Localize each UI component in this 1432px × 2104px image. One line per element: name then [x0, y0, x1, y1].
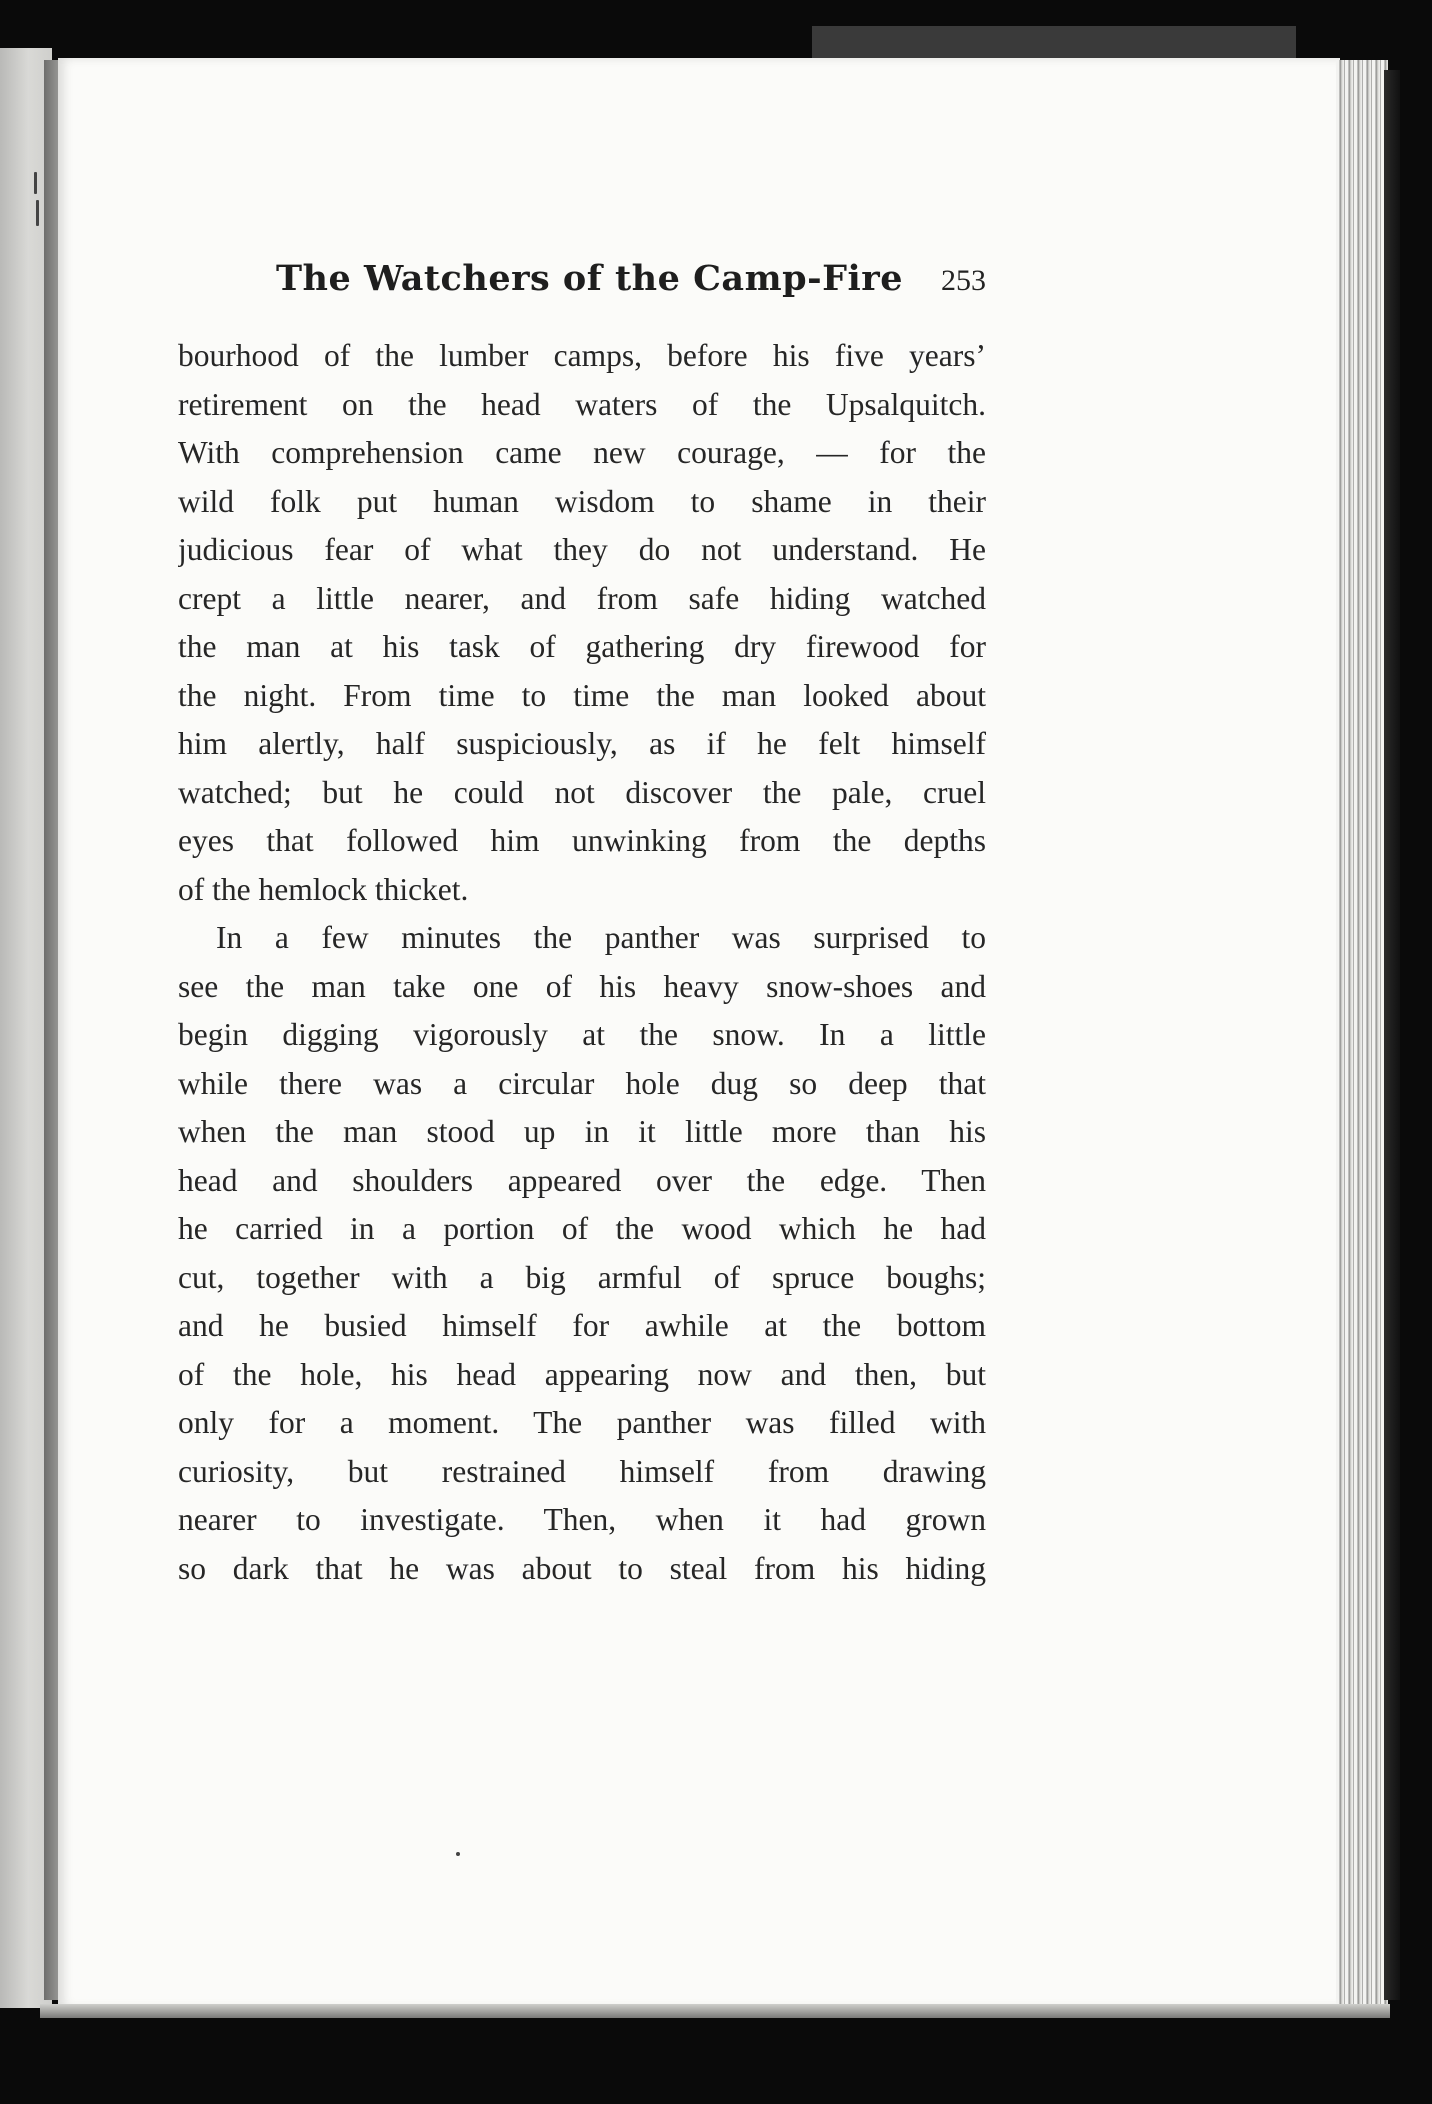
right-cover-edge: [1384, 70, 1400, 2000]
bottom-page-edge: [40, 2004, 1390, 2018]
text-line: curiosity, but restrained himself from drawing: [178, 1453, 986, 1489]
text-line: he carried in a portion of the wood which he had: [178, 1211, 986, 1246]
text-line: crept a little nearer, and from safe hiding watched: [178, 580, 986, 616]
text-line: head and shoulders appeared over the edge. Then: [178, 1162, 986, 1198]
text-line: cut, together with a big armful of spruce boughs;: [178, 1259, 986, 1295]
scan-speck: [456, 1852, 460, 1856]
text-line: watched; but he could not discover the pale, cruel: [178, 774, 986, 810]
text-line: of the hemlock thicket.: [178, 871, 469, 907]
text-line: nearer to investigate. Then, when it had grown: [178, 1502, 986, 1537]
text-line: bourhood of the lumber camps, before his five years’: [178, 338, 986, 373]
text-line: wild folk put human wisdom to shame in their: [178, 483, 986, 519]
text-line: see the man take one of his heavy snow-shoes and: [178, 968, 986, 1004]
text-line: while there was a circular hole dug so deep that: [178, 1065, 986, 1101]
text-line: the night. From time to time the man looked about: [178, 677, 986, 713]
text-line: so dark that he was about to steal from his hiding: [178, 1550, 986, 1586]
text-line: retirement on the head waters of the Upsalquitch.: [178, 386, 986, 422]
text-line: begin digging vigorously at the snow. In a little: [178, 1017, 986, 1052]
text-line: In a few minutes the panther was surprised to: [216, 920, 986, 955]
text-line: him alertly, half suspiciously, as if he felt himself: [178, 726, 986, 761]
body-text: [178, 332, 986, 1593]
page-number: 253: [941, 264, 986, 297]
text-line: only for a moment. The panther was filled with: [178, 1405, 986, 1440]
paragraph: [178, 332, 986, 914]
page-stack-edges: [1336, 60, 1388, 2008]
running-head: [178, 258, 986, 318]
scan-speck: [34, 172, 37, 194]
scan-speck: [36, 200, 39, 226]
text-line: judicious fear of what they do not understand. He: [178, 532, 986, 567]
text-line: eyes that followed him unwinking from the depths: [178, 823, 986, 858]
text-line: the man at his task of gathering dry firewood for: [178, 629, 986, 664]
text-line: and he busied himself for awhile at the bottom: [178, 1308, 986, 1343]
text-line: when the man stood up in it little more than his: [178, 1114, 986, 1149]
paragraph: [178, 914, 986, 1593]
running-title: The Watchers of the Camp-Fire: [276, 258, 903, 299]
text-line: With comprehension came new courage, — for the: [178, 435, 986, 470]
text-line: of the hole, his head appearing now and then, but: [178, 1356, 986, 1392]
